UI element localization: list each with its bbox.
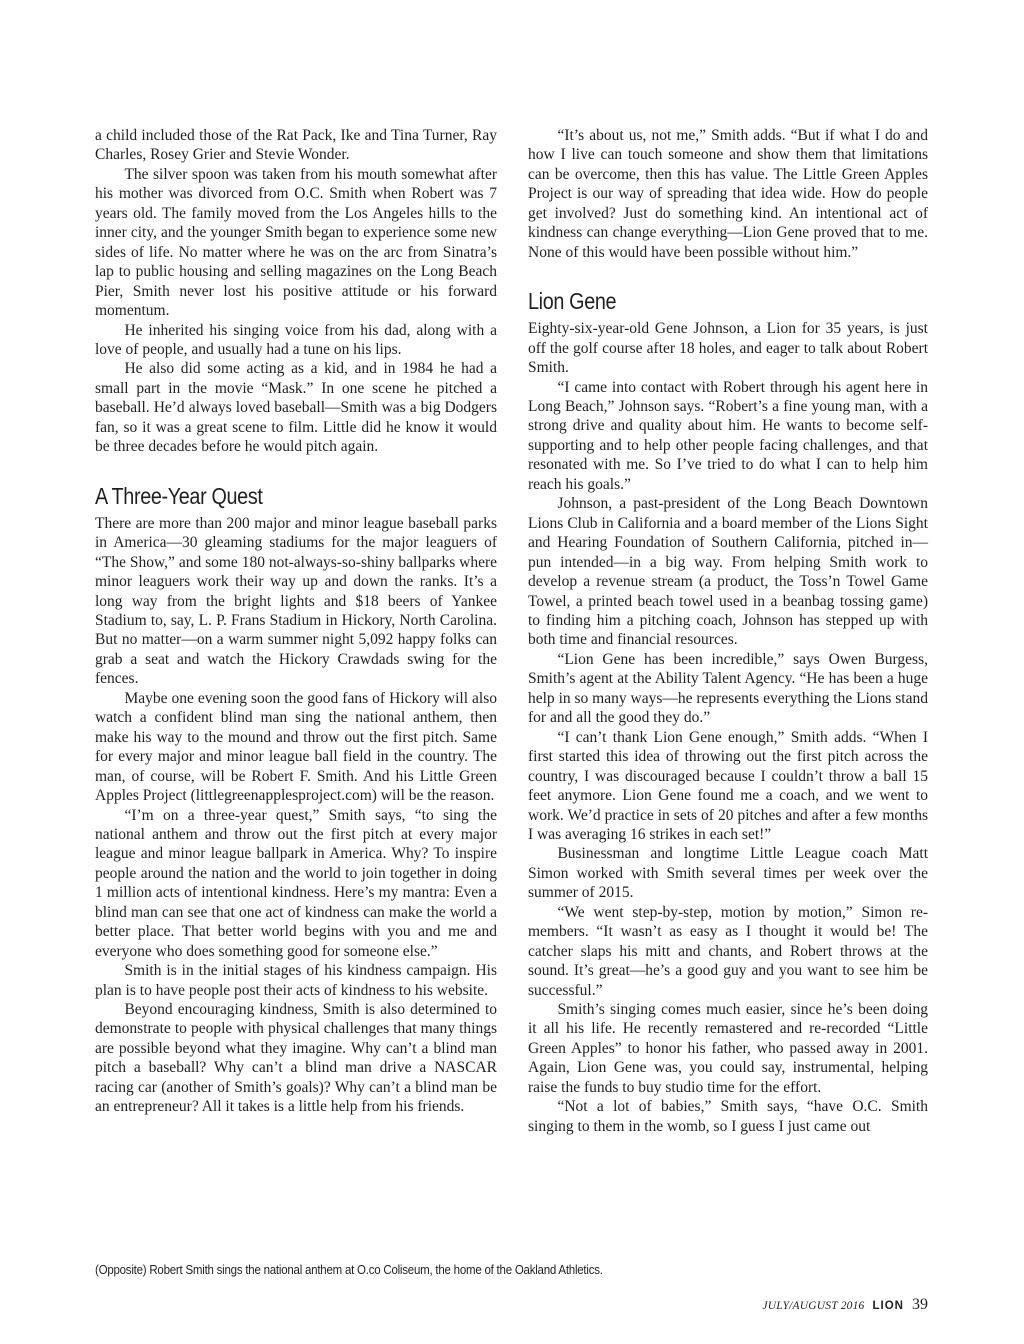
magazine-name: LION [872, 1300, 904, 1312]
paragraph: “Lion Gene has been incredible,” says Owen Burgess, Smith’s agent at the Ability Talent Agency. “He has been a huge help in so many ways—he represents everything the Lions stand for and all the good they do.” [528, 650, 928, 727]
page-number: 39 [912, 1296, 928, 1313]
paragraph: The silver spoon was taken from his mouth somewhat after his mother was divorced from O.C. Smith when Robert was 7 years old. The family moved from the Los Angeles hills to the inner city, and the younger Smith began to experience some new sides of life. No matter where he was on the arc from Sinatra’s lap to public housing and selling magazines on the Long Beach Pier, Smith never lost his positive attitude or his forward momentum. [95, 165, 497, 320]
paragraph: “I came into contact with Robert through his agent here in Long Beach,” Johnson says. “Robert’s a fine young man, with a strong drive and quality about him. He wants to become self-supporting and to help other people facing challenges, and that resonated with me. So I’ve tried to do what I can to help him reach his goals.” [528, 378, 928, 493]
issue-date: JULY/AUGUST 2016 [762, 1300, 865, 1312]
page-footer [762, 1296, 928, 1314]
paragraph: There are more than 200 major and minor league baseball parks in America—30 gleaming stadiums for the major leaguers of “The Show,” and some 180 not-always-so-shiny ballparks where minor leaguers work their way up and down the ranks. It’s a long way from the bright lights and $18 beers of Yankee Stadium to, say, L. P. Frans Stadium in Hickory, North Carolina. But no matter—on a warm summer night 5,092 happy folks can grab a seat and watch the Hickory Crawdads swing for the fences. [95, 514, 497, 688]
section-heading: Lion Gene [528, 288, 617, 315]
article-column-left [95, 126, 497, 1117]
paragraph: “We went step-by-step, motion by motion,” Simon remembers. “It wasn’t as easy as I thought it would be! The catcher slaps his mitt and chants, and Robert throws at the sound. It’s great—he’s a good guy and you want to see him be successful.” [528, 903, 928, 999]
paragraph: “Not a lot of babies,” Smith says, “have O.C. Smith singing to them in the womb, so I guess I just came out [528, 1098, 928, 1135]
paragraph: Eighty-six-year-old Gene Johnson, a Lion for 35 years, is just off the golf course after 18 holes, and eager to talk about Robert Smith. [528, 320, 928, 377]
article-column-right [528, 126, 928, 1136]
paragraph: Smith is in the initial stages of his kindness campaign. His plan is to have people post their acts of kindness to his website. [95, 962, 497, 999]
paragraph: Johnson, a past-president of the Long Beach Downtown Lions Club in California and a board member of the Lions Sight and Hearing Foundation of Southern California, pitched in—pun intended—in a big way. From helping Smith work to develop a revenue stream (a product, the Toss’n Towel Game Towel, a printed beach towel used in a beanbag tossing game) to finding him a pitching coach, Johnson has stepped up with both time and financial resources. [528, 495, 928, 649]
section-heading: A Three-Year Quest [95, 482, 263, 509]
paragraph: Beyond encouraging kindness, Smith is also determined to demonstrate to people with physical challenges that many things are possible beyond what they imagine. Why can’t a blind man pitch a baseball? Why can’t a blind man drive a NASCAR racing car (another of Smith’s goals)? Why can’t a blind man be an entrepreneur? All it takes is a little help from his friends. [95, 1001, 497, 1116]
paragraph: “I’m on a three-year quest,” Smith says, “to sing the national anthem and throw out the first pitch at every major league and minor league ballpark in America. Why? To inspire people around the nation and the world to join together in doing 1 million acts of intentional kindness. Here’s my mantra: Even a blind man can see that one act of kindness can make the world a better place. That better world begins with you and me and everyone who does something good for someone else.” [95, 806, 497, 960]
photo-caption: (Opposite) Robert Smith sings the national anthem at O.co Coliseum, the home of the Oakland Athletics. [95, 1263, 603, 1277]
paragraph: “It’s about us, not me,” Smith adds. “But if what I do and how I live can touch someone and show them that limitations can be overcome, then this has value. The Little Green Apples Project is our way of spreading that idea wide. How do people get involved? Just do something kind. An intentional act of kindness can change everything—Lion Gene proved that to me. None of this would have been possible without him.” [528, 127, 928, 261]
paragraph: Businessman and longtime Little League coach Matt Simon worked with Smith several times per week over the summer of 2015. [528, 845, 928, 902]
paragraph: He also did some acting as a kid, and in 1984 he had a small part in the movie “Mask.” In one scene he pitched a baseball. He’d always loved baseball—Smith was a big Dodgers fan, so it was a great scene to film. Little did he know it would be three decades before he would pitch again. [95, 360, 497, 456]
paragraph: Maybe one evening soon the good fans of Hickory will also watch a confident blind man sing the national anthem, then make his way to the mound and throw out the first pitch. Same for every major and minor league ball field in the country. The man, of course, will be Robert F. Smith. And his Little Green Apples Project (littlegreenapplesproject.com) will be the reason. [95, 689, 497, 805]
paragraph: Smith’s singing comes much easier, since he’s been doing it all his life. He recently remastered and re-recorded “Little Green Apples” to honor his father, who passed away in 2001. Again, Lion Gene was, you could say, instrumental, helping raise the funds to buy studio time for the effort. [528, 1001, 928, 1096]
paragraph: “I can’t thank Lion Gene enough,” Smith adds. “When I first started this idea of throwing out the first pitch across the country, I was discouraged because I couldn’t throw a ball 15 feet anymore. Lion Gene found me a coach, and we went to work. We’d practice in sets of 20 pitches and after a few months I was averaging 16 strikes in each set!” [528, 728, 928, 843]
paragraph: He inherited his singing voice from his dad, along with a love of people, and usually had a tune on his lips. [95, 321, 497, 358]
paragraph: a child included those of the Rat Pack, Ike and Tina Turner, Ray Charles, Rosey Grier and Stevie Wonder. [95, 127, 497, 164]
